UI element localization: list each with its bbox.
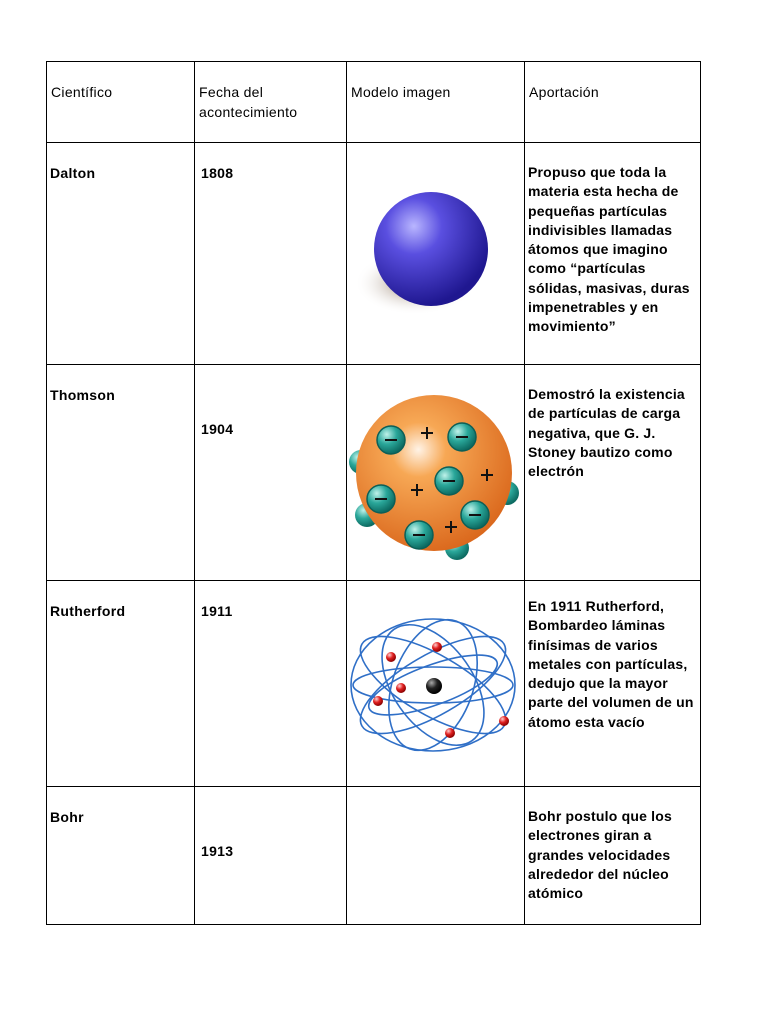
header-scientist bbox=[47, 62, 195, 143]
atomic-models-table bbox=[46, 61, 701, 925]
contribution-text: Demostró la existencia de partículas de carga negativa, que G. J. Stoney bautizo como electrón bbox=[528, 386, 685, 480]
scientist-name: Dalton bbox=[50, 165, 96, 181]
table-row bbox=[47, 581, 701, 787]
header-scientist-label: Científico bbox=[51, 84, 113, 100]
model-image-cell bbox=[347, 365, 525, 581]
table-row bbox=[47, 787, 701, 925]
contribution-text: Propuso que toda la materia esta hecha de pequeñas partículas indivisibles llamadas átomos que imagino como “partículas sólidas, masivas, duras impenetrables y en movimiento” bbox=[528, 164, 690, 335]
event-date: 1911 bbox=[201, 603, 233, 619]
event-date: 1904 bbox=[201, 421, 234, 437]
scientist-name: Bohr bbox=[50, 809, 84, 825]
event-date: 1808 bbox=[201, 165, 234, 181]
header-model bbox=[347, 62, 525, 143]
header-row bbox=[47, 62, 701, 143]
scientist-name: Rutherford bbox=[50, 603, 126, 619]
header-contribution-label: Aportación bbox=[529, 84, 599, 100]
table-row bbox=[47, 365, 701, 581]
header-date bbox=[195, 62, 347, 143]
nucleus-icon bbox=[426, 678, 442, 694]
contribution-text: Bohr postulo que los electrones giran a grandes velocidades alrededor del núcleo atómico bbox=[528, 808, 672, 902]
model-image-cell bbox=[347, 143, 525, 365]
model-image-cell bbox=[347, 581, 525, 787]
dalton-solid-sphere-image bbox=[347, 143, 523, 363]
header-contribution bbox=[525, 62, 701, 143]
rutherford-nuclear-model-image bbox=[347, 581, 523, 785]
model-image-cell bbox=[347, 787, 525, 925]
table-row bbox=[47, 143, 701, 365]
header-date-label: Fecha del acontecimiento bbox=[199, 84, 298, 120]
thomson-plum-pudding-image bbox=[347, 365, 523, 579]
header-model-label: Modelo imagen bbox=[351, 84, 451, 100]
scientist-name: Thomson bbox=[50, 387, 116, 403]
event-date: 1913 bbox=[201, 843, 234, 859]
contribution-text: En 1911 Rutherford, Bombardeo láminas finísimas de varios metales con partículas, dedujo que la mayor parte del volumen de un átomo esta vacío bbox=[528, 598, 694, 730]
